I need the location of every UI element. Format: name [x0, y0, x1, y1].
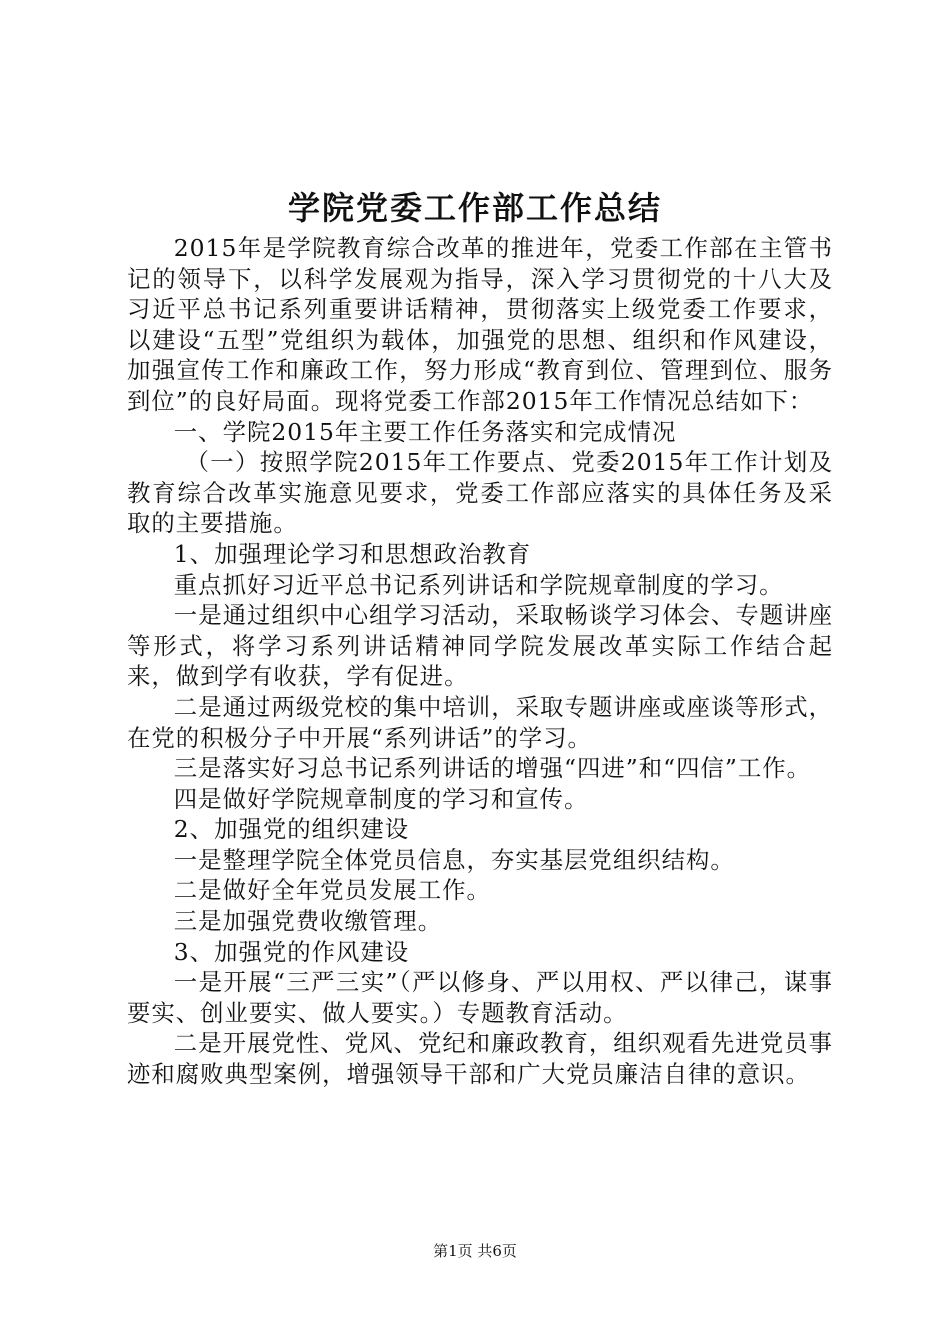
paragraph: 三是加强党费收缴管理。	[173, 907, 443, 936]
item-heading-1: 1、加强理论学习和思想政治教育	[173, 539, 532, 568]
paragraph-intro: 2015年是学院教育综合改革的推进年，党委工作部在主管书记的领导下，以科学发展观为指导，深入学习贯彻党的十八大及习近平总书记系列重要讲话精神，贯彻落实上级党委工作要求，以建设“五型”党组织为载体，加强党的思想、组织和作风建设，加强宣传工作和廉政工作，努力形成“教育到位、管理到位、服务到位”的良好局面。现将党委工作部2015年工作情况总结如下：	[127, 234, 833, 415]
paragraph: 一是开展“三严三实”（严以修身、严以用权、严以律己，谋事要实、创业要实、做人要实。）专题教育活动。	[127, 968, 833, 1027]
paragraph: 二是做好全年党员发展工作。	[173, 876, 491, 905]
item-heading-2: 2、加强党的组织建设	[173, 815, 410, 844]
page-footer: 第1页 共6页	[433, 1242, 517, 1260]
paragraph: 三是落实好习总书记系列讲话的增强“四进”和“四信”工作。	[173, 754, 812, 783]
paragraph: 二是通过两级党校的集中培训，采取专题讲座或座谈等形式，在党的积极分子中开展“系列讲话”的学习。	[127, 692, 833, 752]
document-body	[127, 233, 833, 1090]
paragraph: 四是做好学院规章制度的学习和宣传。	[173, 784, 589, 813]
subsection-heading-1: （一）按照学院2015年工作要点、党委2015年工作计划及教育综合改革实施意见要求，党委工作部应落实的具体任务及采取的主要措施。	[127, 448, 833, 538]
paragraph: 二是开展党性、党风、党纪和廉政教育，组织观看先进党员事迹和腐败典型案例，增强领导干部和广大党员廉洁自律的意识。	[127, 1029, 833, 1089]
document-title: 学院党委工作部工作总结	[287, 189, 662, 227]
paragraph: 一是整理学院全体党员信息，夯实基层党组织结构。	[173, 845, 735, 874]
item-heading-3: 3、加强党的作风建设	[173, 937, 410, 966]
section-heading-1: 一、学院2015年主要工作任务落实和完成情况	[173, 417, 677, 446]
paragraph: 重点抓好习近平总书记系列讲话和学院规章制度的学习。	[173, 570, 784, 599]
paragraph: 一是通过组织中心组学习活动，采取畅谈学习体会、专题讲座等形式，将学习系列讲话精神同学院发展改革实际工作结合起来，做到学有收获，学有促进。	[127, 601, 833, 691]
